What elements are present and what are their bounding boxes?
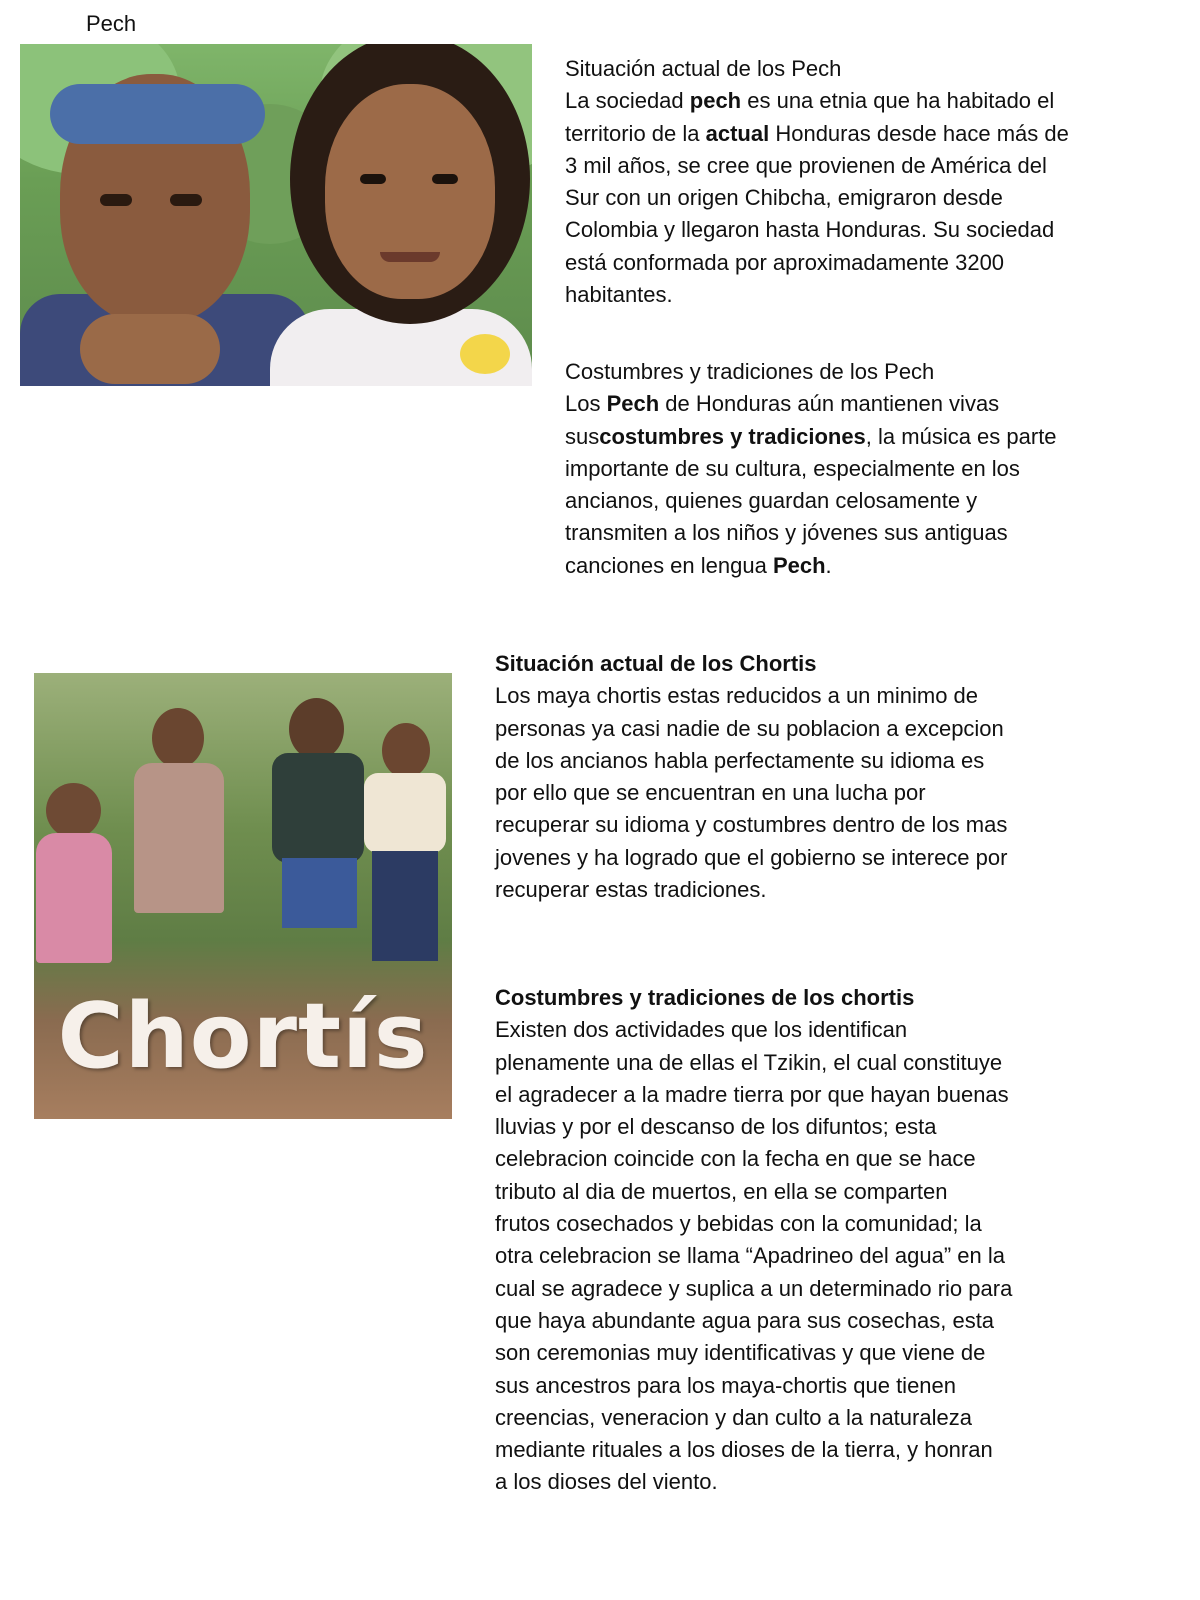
text-run: cual se agradece y suplica a un determinado rio para (495, 1275, 1013, 1301)
text-run: Existen dos actividades que los identifican (495, 1017, 908, 1043)
text-run: son ceremonias muy identificativas y que viene de (495, 1340, 986, 1366)
chortis-image-label: Chortís (57, 984, 429, 1089)
text-run: recuperar su idioma y costumbres dentro de los mas (495, 812, 1008, 838)
text-line (565, 182, 1175, 214)
text-line (495, 680, 1185, 712)
text-run: plenamente una de ellas el Tzikin, el cual constituye (495, 1049, 1003, 1075)
text-run: el agradecer a la madre tierra por que hayan buenas (495, 1081, 1009, 1107)
text-run: importante de su cultura, especialmente en los (565, 455, 1020, 481)
text-line (565, 150, 1175, 182)
text-line (495, 745, 1185, 777)
text-run: sus (565, 423, 600, 449)
text-run: territorio de la (565, 120, 706, 146)
text-run: es una etnia que ha habitado el (741, 88, 1055, 114)
chortis-photo (34, 673, 452, 1119)
text-run: tributo al dia de muertos, en ella se comparten (495, 1178, 948, 1204)
text-line (565, 453, 1175, 485)
text-run: por ello que se encuentran en una lucha por (495, 780, 926, 806)
chortis-customs-heading: Costumbres y tradiciones de los chortis (495, 985, 915, 1010)
text-run: Los (565, 391, 607, 417)
text-run: celebracion coincide con la fecha en que se hace (495, 1146, 976, 1172)
text-line (565, 517, 1175, 549)
text-line (495, 809, 1185, 841)
text-line (495, 1466, 1185, 1498)
text-run: está conformada por aproximadamente 3200 (565, 249, 1005, 275)
text-run: frutos cosechados y bebidas con la comunidad; la (495, 1211, 982, 1237)
bold-text: costumbres y tradiciones (599, 423, 866, 449)
text-run: lluvias y por el descanso de los difuntos; esta (495, 1114, 937, 1140)
text-line (565, 485, 1175, 517)
text-line (565, 279, 1175, 311)
text-line (495, 1370, 1185, 1402)
chortis-situation-body (495, 680, 1185, 906)
text-line (495, 1337, 1185, 1369)
text-run: habitantes. (565, 282, 673, 308)
text-line (565, 85, 1175, 117)
pech-customs-block (565, 356, 1175, 582)
text-run: de Honduras aún mantienen vivas (659, 391, 1000, 417)
text-run: jovenes y ha logrado que el gobierno se interece por (495, 844, 1008, 870)
text-run: que haya abundante agua para sus cosechas, esta (495, 1307, 995, 1333)
text-run: a los dioses del viento. (495, 1469, 718, 1495)
text-run: Colombia y llegaron hasta Honduras. Su sociedad (565, 217, 1055, 243)
pech-photo (20, 44, 532, 386)
text-line (565, 118, 1175, 150)
text-line (565, 247, 1175, 279)
text-line (495, 1402, 1185, 1434)
text-line (495, 1079, 1185, 1111)
pech-situation-heading: Situación actual de los Pech (565, 56, 842, 81)
text-run: sus ancestros para los maya-chortis que tienen (495, 1372, 957, 1398)
text-run: personas ya casi nadie de su poblacion a excepcion (495, 715, 1004, 741)
text-line (495, 1111, 1185, 1143)
text-line (495, 1047, 1185, 1079)
chortis-situation-heading: Situación actual de los Chortis (495, 651, 817, 676)
text-run: 3 mil años, se cree que provienen de América del (565, 152, 1047, 178)
bold-text: Pech (772, 552, 826, 578)
pech-situation-block (565, 53, 1175, 311)
bold-text: Pech (606, 391, 660, 417)
text-line (495, 1176, 1185, 1208)
pech-situation-body (565, 85, 1175, 311)
text-run: otra celebracion se llama “Apadrineo del agua” en la (495, 1243, 1005, 1269)
text-line (495, 874, 1185, 906)
text-run: . (825, 552, 832, 578)
text-line (565, 214, 1175, 246)
text-run: mediante rituales a los dioses de la tierra, y honran (495, 1437, 993, 1463)
bold-text: actual (705, 120, 770, 146)
text-line (495, 842, 1185, 874)
text-line (495, 1240, 1185, 1272)
text-run: recuperar estas tradiciones. (495, 877, 767, 903)
text-line (565, 550, 1175, 582)
text-line (495, 713, 1185, 745)
pech-customs-body (565, 388, 1175, 582)
text-line (495, 1273, 1185, 1305)
text-run: Honduras desde hace más de (769, 120, 1069, 146)
text-line (495, 1305, 1185, 1337)
text-run: de los ancianos habla perfectamente su idioma es (495, 747, 985, 773)
text-run: transmiten a los niños y jóvenes sus antiguas (565, 520, 1008, 546)
text-line (565, 421, 1175, 453)
text-run: Sur con un origen Chibcha, emigraron desde (565, 185, 1003, 211)
pech-customs-heading: Costumbres y tradiciones de los Pech (565, 359, 935, 384)
text-line (495, 777, 1185, 809)
text-line (565, 388, 1175, 420)
text-run: canciones en lengua (565, 552, 773, 578)
chortis-situation-block (495, 648, 1185, 906)
text-line (495, 1208, 1185, 1240)
text-line (495, 1143, 1185, 1175)
text-run: , la música es parte (865, 423, 1057, 449)
text-line (495, 1014, 1185, 1046)
text-run: ancianos, quienes guardan celosamente y (565, 488, 978, 514)
text-line (495, 1434, 1185, 1466)
chortis-customs-block (495, 982, 1185, 1499)
bold-text: pech (689, 88, 742, 114)
text-run: La sociedad (565, 88, 690, 114)
text-run: creencias, veneracion y dan culto a la naturaleza (495, 1404, 972, 1430)
text-run: Los maya chortis estas reducidos a un minimo de (495, 683, 979, 709)
chortis-customs-body (495, 1014, 1185, 1498)
page-title: Pech (86, 11, 137, 36)
